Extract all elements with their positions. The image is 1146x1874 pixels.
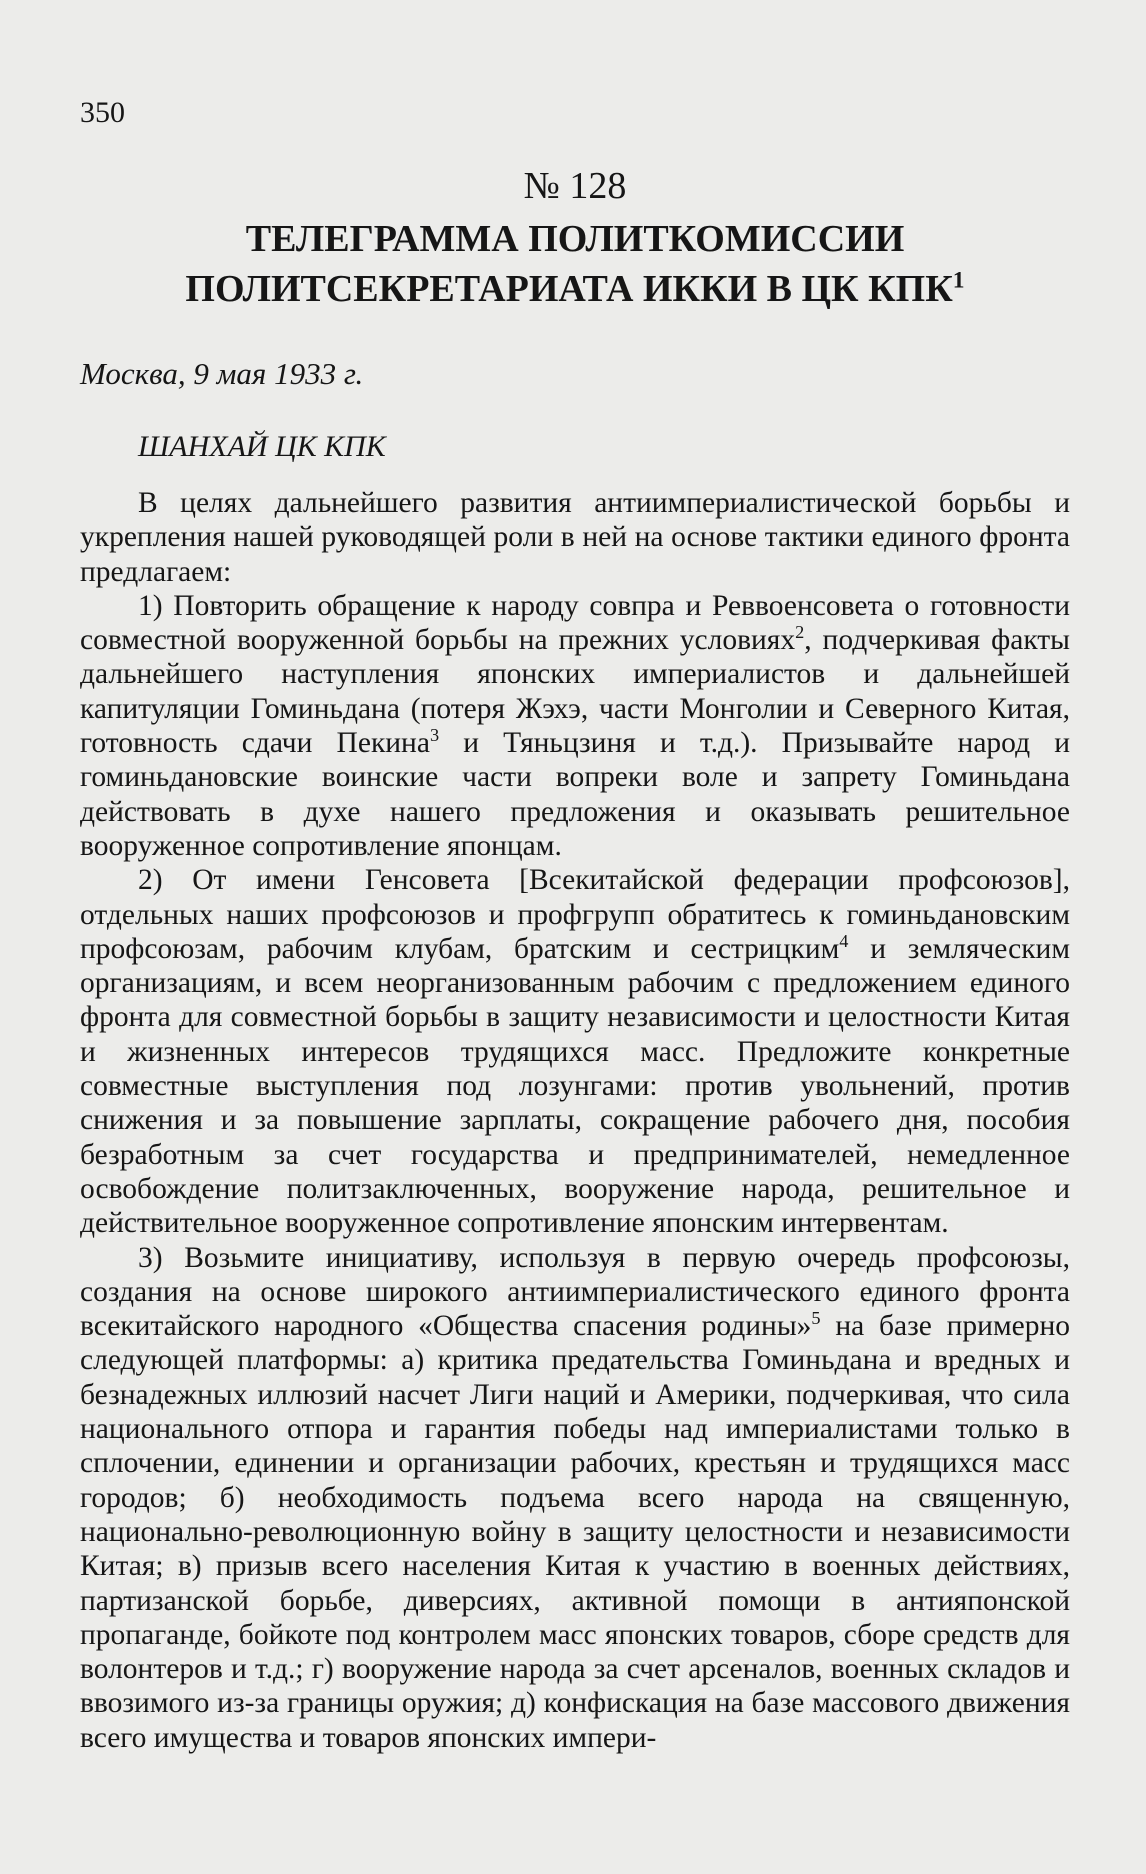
footnote-marker: 3 [429, 725, 440, 746]
addressee: ШАНХАЙ ЦК КПК [138, 430, 386, 463]
paragraph-text: и земляческим организациям, и всем неорганизованным рабочим с предложением единого фронта для совместной борьбы в защиту независимости и целостности Китая и жизненных интересов трудящихся масс. Предложите конкретные совместные выступления под лозунгами: против увольнений, против снижения и за повышение зарплаты, сокращение рабочего дня, пособия безработным за счет государства и предпринимателей, немедленное освобождение политзаключенных, вооружение народа, решительное и действительное вооруженное сопротивление японским интервентам. [80, 932, 1070, 1240]
paragraph-text: на базе примерно следующей платформы: а) критика предательства Гоминьдана и вредных и безнадежных иллюзий насчет Лиги наций и Америки, подчеркивая, что сила национального отпора и гарантия победы над империалистами только в сплочении, единении и организации рабочих, крестьян и трудящихся масс городов; б) необходимость подъема всего народа на священную, национально-революционную войну в защиту целостности и независимости Китая; в) призыв всего населения Китая к участию в военных действиях, партизанской борьбе, диверсиях, активной помощи в антияпонской пропаганде, бойкоте под контролем масс японских товаров, сборе средств для волонтеров и т.д.; г) вооружение народа за счет арсеналов, военных складов и ввозимого из-за границы оружия; д) конфискация на базе массового движения всего имущества и товаров японских импери- [80, 1310, 1070, 1754]
title-line-1: ТЕЛЕГРАММА ПОЛИТКОМИССИИ [245, 218, 905, 260]
footnote-marker: 1 [952, 267, 965, 294]
paragraph-text: 3) Возьмите инициативу, используя в первую очередь профсоюзы, создания на основе широкого антиимпериалистического единого фронта всекитайского народного «Общества спасения родины» [80, 1241, 1070, 1343]
paragraph-text: 2) От имени Генсовета [Всекитайской федерации профсоюзов], отдельных наших профсоюзов и профгрупп обратитесь к гоминьдановским профсоюзам, рабочим клубам, братским и сестрицким [80, 864, 1070, 965]
document-title [80, 214, 1070, 314]
footnote-marker: 2 [795, 622, 805, 643]
paragraph-point-2 [80, 863, 1070, 1240]
footnote-marker: 4 [839, 931, 849, 952]
paragraph-text: и Тяньцзиня и т.д.). Призывайте народ и гоминьдановские воинские части вопреки воле и запрету Гоминьдана действовать в духе нашего предложения и оказывать решительное вооруженное сопротивление японцам. [80, 727, 1071, 862]
telegram-body [80, 486, 1070, 1755]
place-and-date: Москва, 9 мая 1933 г. [80, 356, 364, 391]
paragraph-point-3 [80, 1241, 1070, 1755]
paragraph-point-1 [80, 589, 1070, 863]
paragraph-text: В целях дальнейшего развития антиимпериалистической борьбы и укрепления нашей руководящей роли в ней на основе тактики единого фронта предлагаем: [80, 487, 1070, 588]
paragraph-text: 1) Повторить обращение к народу совпра и Реввоенсовета о готовности совместной вооруженной борьбы на прежних условиях [80, 589, 1070, 657]
footnote-marker: 5 [811, 1308, 821, 1329]
paragraph-intro [80, 486, 1070, 589]
document-number: № 128 [523, 165, 627, 207]
page-number: 350 [80, 96, 125, 129]
paragraph-text: , подчеркивая факты дальнейшего наступления японских империалистов и дальнейшей капитуляции Гоминьдана (потеря Жэхэ, части Монголии и Северного Китая, готовность сдачи Пекина [80, 624, 1070, 760]
title-line-2-text: ПОЛИТСЕКРЕТАРИАТА ИККИ В ЦК КПК [185, 268, 953, 310]
title-line-2 [80, 264, 1070, 314]
